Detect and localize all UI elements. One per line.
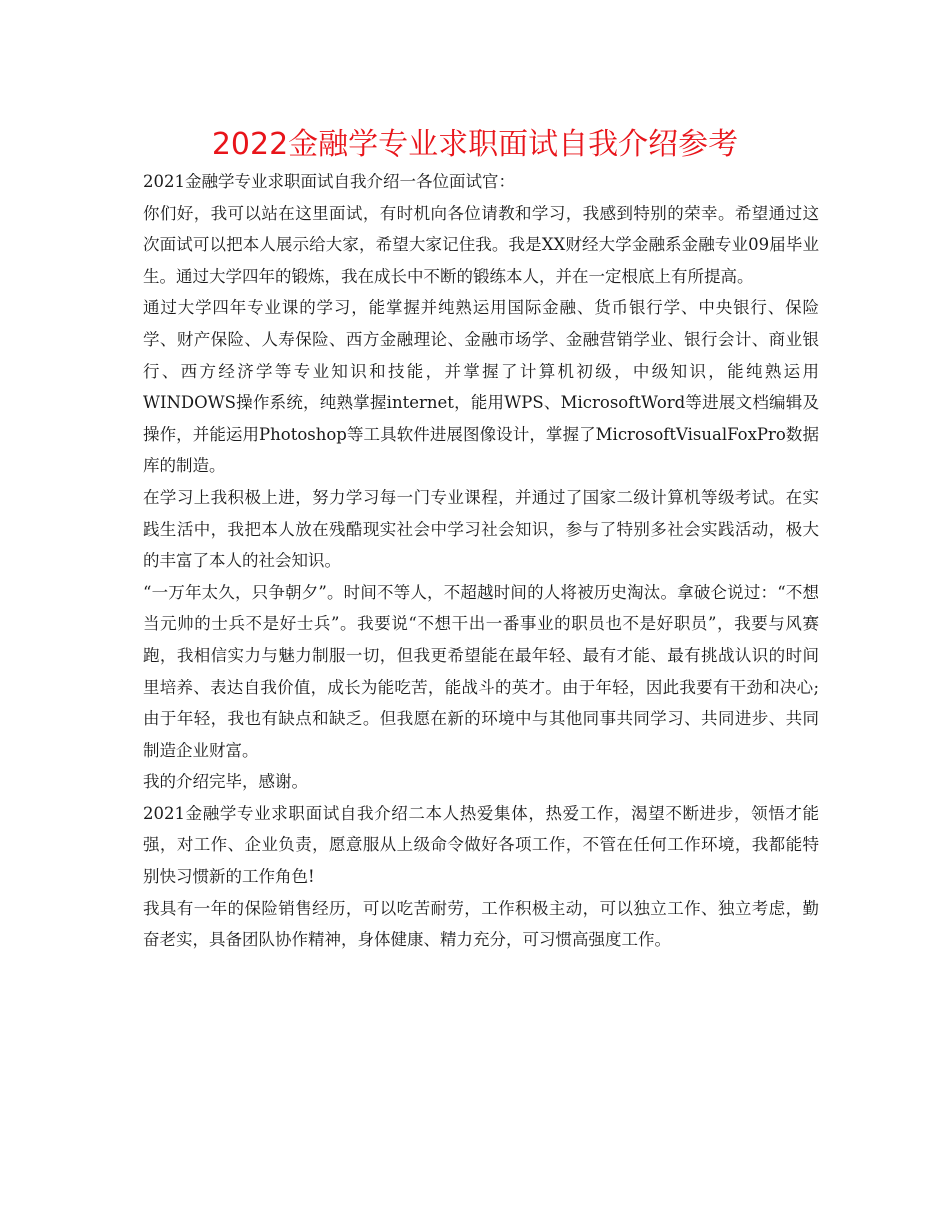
document-body xyxy=(143,166,819,956)
paragraph-closing: 我的介绍完毕，感谢。 xyxy=(143,772,308,792)
document-title: 2022金融学专业求职面试自我介绍参考 xyxy=(211,127,739,162)
paragraph-experience: 我具有一年的保险销售经历，可以吃苦耐劳，工作积极主动，可以独立工作、独立考虑，勤奋老实，具备团队协作精神，身体健康、精力充分，可习惯高强度工作。 xyxy=(143,898,819,950)
paragraph-greeting: 2021金融学专业求职面试自我介绍一各位面试官： xyxy=(143,172,515,191)
paragraph-study: 在学习上我积极上进，努力学习每一门专业课程，并通过了国家二级计算机等级考试。在实践生活中，我把本人放在残酷现实社会中学习社会知识，参与了特别多社会实践活动，极大的丰富了本人的社会知识。 xyxy=(143,487,819,571)
paragraph-introduction: 你们好，我可以站在这里面试，有时机向各位请教和学习，我感到特别的荣幸。希望通过这次面试可以把本人展示给大家，希望大家记住我。我是XX财经大学金融系金融专业09届毕业生。通过大学四年的锻炼，我在成长中不断的锻练本人，并在一定根底上有所提高。 xyxy=(143,203,819,286)
paragraph-skills: 通过大学四年专业课的学习，能掌握并纯熟运用国际金融、货币银行学、中央银行、保险学、财产保险、人寿保险、西方金融理论、金融市场学、金融营销学业、银行会计、商业银行、西方经济学等专业知识和技能，并掌握了计算机初级，中级知识，能纯熟运用WINDOWS操作系统，纯熟掌握internet，能用WPS、MicrosoftWord等进展文档编辑及操作，并能运用Photoshop等工具软件进展图像设计，掌握了MicrosoftVisualFoxPro数据库的制造。 xyxy=(143,298,819,476)
paragraph-second-intro: 2021金融学专业求职面试自我介绍二本人热爱集体，热爱工作，渴望不断进步，领悟才能强，对工作、企业负责，愿意服从上级命令做好各项工作，不管在任何工作环境，我都能特别快习惯新的工作角色! xyxy=(143,803,819,887)
paragraph-ambition: “一万年太久，只争朝夕”。时间不等人，不超越时间的人将被历史淘汰。拿破仑说过：“不想当元帅的士兵不是好士兵”。我要说“不想干出一番事业的职员也不是好职员”，我要与风赛跑，我相信实力与魅力制服一切，但我更希望能在最年轻、最有才能、最有挑战认识的时间里培养、表达自我价值，成长为能吃苦，能战斗的英才。由于年轻，因此我要有干劲和决心;由于年轻，我也有缺点和缺乏。但我愿在新的环境中与其他同事共同学习、共同进步、共同制造企业财富。 xyxy=(143,582,819,760)
